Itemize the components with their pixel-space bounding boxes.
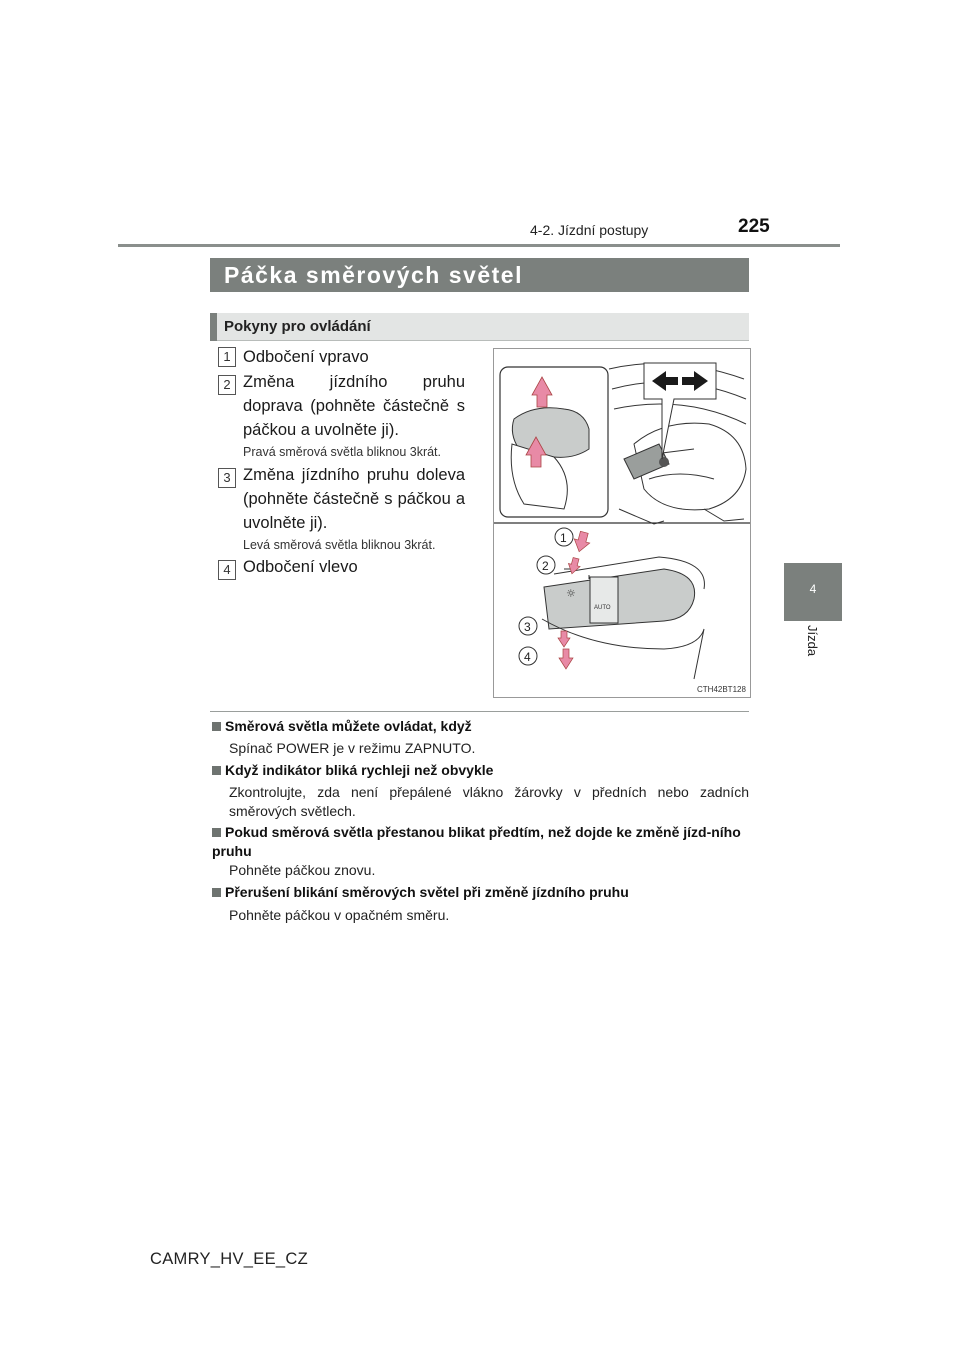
callout-2-arrow <box>566 557 582 576</box>
page-title: Páčka směrových světel <box>224 262 523 288</box>
direction-callout <box>644 363 716 459</box>
bullet-square-icon <box>212 722 221 731</box>
note-heading: Pokud směrová světla přestanou blikat předtím, než dojde ke změně jízd-ního pruhu <box>212 824 741 859</box>
hand-inset <box>500 367 608 517</box>
svg-text:4: 4 <box>524 650 531 664</box>
bullet-square-icon <box>212 888 221 897</box>
document-code: CAMRY_HV_EE_CZ <box>150 1250 308 1268</box>
note-body: Pohněte páčkou znovu. <box>229 862 376 878</box>
section-divider <box>210 711 749 712</box>
note-heading: Přerušení blikání směrových světel při změně jízdního pruhu <box>212 884 629 900</box>
svg-text:1: 1 <box>560 531 567 545</box>
chapter-number: 4 <box>809 582 817 596</box>
bullet-square-icon <box>212 766 221 775</box>
svg-text:AUTO: AUTO <box>594 605 611 611</box>
note-body: Zkontrolujte, zda není přepálené vlákno žárovky v předních nebo zadních směrových světlech. <box>229 784 749 819</box>
item-text: Změna jízdního pruhu doprava (pohněte částečně s páčkou a uvolněte ji). <box>243 373 465 439</box>
section-title: 4-2. Jízdní postupy <box>530 222 649 238</box>
item-number: 2 <box>218 375 236 395</box>
svg-text:☼: ☼ <box>566 587 576 600</box>
svg-text:2: 2 <box>542 559 549 573</box>
subheading: Pokyny pro ovládání <box>224 318 371 335</box>
note-body: Pohněte páčkou v opačném směru. <box>229 907 450 923</box>
lever-detail <box>542 530 704 679</box>
bullet-square-icon <box>212 828 221 837</box>
item-text: Odbočení vpravo <box>243 348 369 366</box>
callout-4-arrow <box>559 649 573 669</box>
item-note: Pravá směrová světla bliknou 3krát. <box>243 445 442 459</box>
figure-code: CTH42BT128 <box>697 685 746 694</box>
item-text: Odbočení vlevo <box>243 558 358 576</box>
svg-text:3: 3 <box>524 620 531 634</box>
item-text: Změna jízdního pruhu doleva (pohněte částečně s páčkou a uvolněte ji). <box>243 466 465 532</box>
note-heading: Směrová světla můžete ovládat, když <box>212 718 472 734</box>
turn-signal-lever-illustration <box>493 348 751 698</box>
item-number: 3 <box>218 468 236 488</box>
item-note: Levá směrová světla bliknou 3krát. <box>243 538 436 552</box>
header-rule <box>118 244 840 247</box>
callout-3-arrow <box>558 631 570 647</box>
item-number: 4 <box>218 560 236 580</box>
subheading-accent <box>210 313 217 341</box>
chapter-label: Jízda <box>805 625 820 657</box>
callout-1-arrow <box>571 530 592 553</box>
note-heading: Když indikátor bliká rychleji než obvykle <box>212 762 493 778</box>
page-number: 225 <box>738 216 770 237</box>
note-body: Spínač POWER je v režimu ZAPNUTO. <box>229 740 476 756</box>
item-number: 1 <box>218 347 236 367</box>
